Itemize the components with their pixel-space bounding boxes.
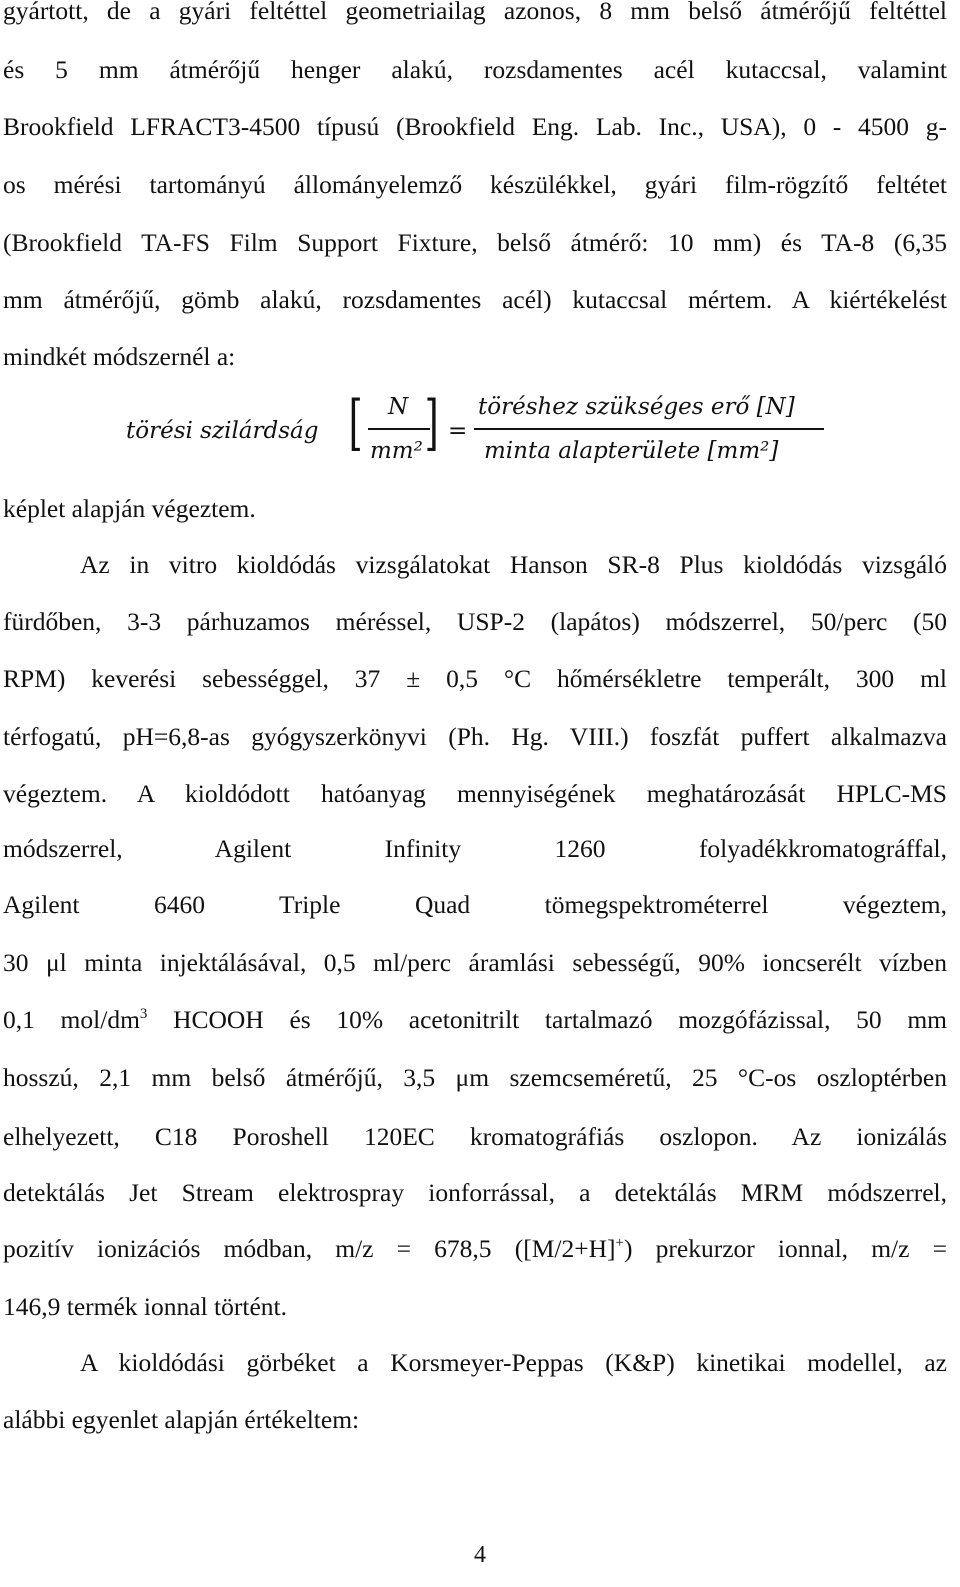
rhs-fraction-bar bbox=[474, 428, 824, 430]
formula-lhs-unit-numerator: N bbox=[388, 394, 409, 420]
text-fragment: HCOOH és 10% acetonitrilt tartalmazó mozgófázissal, 50 mm bbox=[147, 1005, 947, 1034]
text-line: hosszú, 2,1 mm belső átmérőjű, 3,5 μm szemcseméretű, 25 °C-os oszloptérben bbox=[3, 1063, 947, 1092]
text-line: A kioldódási görbéket a Korsmeyer-Peppas (K&P) kinetikai modellel, az bbox=[80, 1348, 947, 1377]
text-line: mm átmérőjű, gömb alakú, rozsdamentes acél) kutaccsal mértem. A kiértékelést bbox=[3, 285, 947, 314]
text-line: és 5 mm átmérőjű henger alakú, rozsdamentes acél kutaccsal, valamint bbox=[3, 55, 947, 84]
text-line: térfogatú, pH=6,8-as gyógyszerkönyvi (Ph. Hg. VIII.) foszfát puffert alkalmazva bbox=[3, 722, 947, 751]
text-line: elhelyezett, C18 Poroshell 120EC kromatográfiás oszlopon. Az ionizálás bbox=[3, 1122, 947, 1151]
page-number: 4 bbox=[474, 1542, 486, 1568]
text-fragment: pozitív ionizációs módban, m/z = 678,5 ([M/2+H] bbox=[3, 1234, 616, 1263]
superscript: 3 bbox=[139, 1006, 148, 1022]
text-line: fürdőben, 3-3 párhuzamos méréssel, USP-2 (lapátos) módszerrel, 50/perc (50 bbox=[3, 607, 947, 636]
text-line: Brookfield LFRACT3-4500 típusú (Brookfield Eng. Lab. Inc., USA), 0 - 4500 g- bbox=[3, 112, 947, 141]
lhs-fraction-bar bbox=[368, 428, 430, 430]
text-line: RPM) keverési sebességgel, 37 ± 0,5 °C hőmérsékletre temperált, 300 ml bbox=[3, 664, 947, 693]
text-line bbox=[3, 1003, 947, 1037]
text-line: mindkét módszernél a: bbox=[3, 342, 236, 371]
text-line: detektálás Jet Stream elektrospray ionforrással, a detektálás MRM módszerrel, bbox=[3, 1178, 947, 1207]
text-line: Az in vitro kioldódás vizsgálatokat Hanson SR-8 Plus kioldódás vizsgáló bbox=[80, 550, 947, 579]
text-line: módszerrel, Agilent Infinity 1260 folyadékkromatográffal, bbox=[3, 834, 947, 863]
text-line: alábbi egyenlet alapján értékeltem: bbox=[3, 1405, 360, 1434]
breaking-strength-formula bbox=[0, 388, 960, 478]
right-bracket: ] bbox=[424, 388, 439, 458]
text-line bbox=[3, 1232, 947, 1266]
formula-rhs-numerator: töréshez szükséges erő [N] bbox=[478, 394, 795, 420]
text-line: gyártott, de a gyári feltéttel geometriailag azonos, 8 mm belső átmérőjű feltéttel bbox=[3, 0, 947, 25]
formula-lhs: törési szilárdság bbox=[126, 418, 319, 444]
text-line: 146,9 termék ionnal történt. bbox=[3, 1292, 287, 1321]
text-line: (Brookfield TA-FS Film Support Fixture, belső átmérő: 10 mm) és TA-8 (6,35 bbox=[3, 228, 947, 257]
text-fragment: 0,1 mol/dm bbox=[3, 1005, 140, 1034]
text-line: képlet alapján végeztem. bbox=[3, 494, 256, 523]
formula-lhs-unit-denominator: mm² bbox=[370, 438, 423, 464]
left-bracket: [ bbox=[348, 388, 363, 458]
text-line: 30 μl minta injektálásával, 0,5 ml/perc áramlási sebességű, 90% ioncserélt vízben bbox=[3, 948, 947, 977]
text-fragment: ) prekurzor ionnal, m/z = bbox=[623, 1234, 947, 1263]
text-line: végeztem. A kioldódott hatóanyag mennyiségének meghatározását HPLC-MS bbox=[3, 779, 947, 808]
formula-rhs-denominator: minta alapterülete [mm²] bbox=[484, 438, 779, 464]
text-line: Agilent 6460 Triple Quad tömegspektrométerrel végeztem, bbox=[3, 890, 947, 919]
superscript: + bbox=[615, 1235, 624, 1251]
text-line: os mérési tartományú állományelemző készülékkel, gyári film-rögzítő feltétet bbox=[3, 170, 947, 199]
formula-equals: = bbox=[448, 418, 468, 444]
